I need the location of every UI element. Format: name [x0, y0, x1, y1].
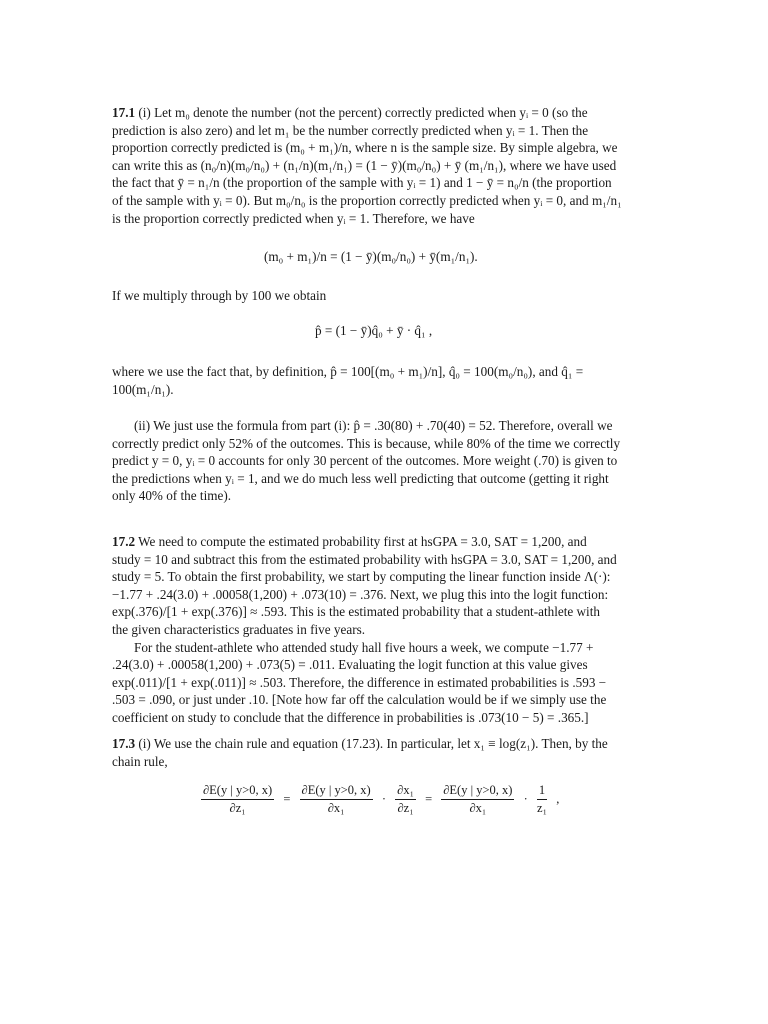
- text-line: correctly predict only 52% of the outcomes. This is because, while 80% of the time we correctly: [112, 435, 621, 451]
- text-line: (ii) We just use the formula from part (i): p̂ = .30(80) + .70(40) = 52. Therefore, overall we: [134, 418, 613, 433]
- problem-17-2: [112, 533, 657, 727]
- text-line: 17.2 We need to compute the estimated probability first at hsGPA = 3.0, SAT = 1,200, and: [112, 534, 587, 549]
- fraction-lhs: $\frac{\partial E(y | y>0, x)}{\text{∂z₁}}$: [203, 783, 273, 815]
- text-line: 100(m₁/n₁).: [112, 381, 174, 397]
- text-line: the predictions when yᵢ = 1, and we do much less well predicting that outcome (getting it right: [112, 470, 609, 486]
- text-line: predict y = 0, yᵢ = 0 accounts for only 30 percent of the outcomes. More weight (.70) is given to: [112, 453, 618, 469]
- text-line: exp(.011)/[1 + exp(.011)] ≈ .503. Therefore, the difference in estimated probabilities is .593 −: [112, 674, 607, 690]
- definition-text: [112, 363, 657, 398]
- chain-rule-equation: $\frac{\partial E(y | y>0, x)}{\text{∂z₁}}$ = $\frac{\partial E(y | y>0, x)}{\text{∂x₁}}$ · $\frac{\text{∂x₁}}{\text{∂z₁}}$ = $\frac{\partial E(y | y>0, x)}{\text{∂x₁}}$ · $\frac{1}{\text{z₁}}$ ,: [203, 783, 560, 815]
- fraction-mid: $\frac{\partial E(y | y>0, x)}{\text{∂x₁}}$: [301, 783, 371, 815]
- text-line: study = 5. To obtain the first probability, we start by computing the linear function inside Λ(·):: [112, 569, 611, 585]
- text-line: −1.77 + .24(3.0) + .00058(1,200) + .073(10) = .376. Next, we plug this into the logit function:: [112, 586, 609, 602]
- text-line: 17.1 (i) Let m₀ denote the number (not the percent) correctly predicted when yᵢ = 0 (so the: [112, 105, 588, 120]
- text-line: the given characteristics graduates in five years.: [112, 621, 366, 637]
- problem-17-1-part-ii: [112, 417, 657, 505]
- text-line: can write this as (n₀/n)(m₀/n₀) + (n₁/n)(m₁/n₁) = (1 − ȳ)(m₀/n₀) + ȳ (m₁/n₁), where we have used: [112, 157, 617, 173]
- text-line: chain rule,: [112, 753, 168, 769]
- text-line: .24(3.0) + .00058(1,200) + .073(5) = .011. Evaluating the logit function at this value gives: [112, 657, 588, 673]
- equation-proportion: (m₀ + m₁)/n = (1 − ȳ)(m₀/n₀) + ȳ(m₁/n₁).: [264, 249, 478, 264]
- text-line: is the proportion correctly predicted when yᵢ = 1. Therefore, we have: [112, 210, 475, 226]
- equation-p-hat: p̂ = (1 − ȳ)q̂₀ + ȳ · q̂₁ ,: [315, 323, 433, 338]
- text-line: coefficient on study to conclude that the difference in probabilities is .073(10 − 5) = .365.]: [112, 709, 589, 725]
- problem-number: 17.3: [112, 736, 136, 751]
- fraction-rhs: $\frac{\partial E(y | y>0, x)}{\text{∂x₁}}$: [443, 783, 513, 815]
- text-line: .503 = .090, or just under .10. [Note how far off the calculation would be if we simply use the: [112, 692, 607, 708]
- text-line: For the student-athlete who attended study hall five hours a week, we compute −1.77 +: [134, 639, 594, 655]
- text-line: proportion correctly predicted is (m₀ + m₁)/n, where n is the sample size. By simple algebra, we: [112, 140, 618, 156]
- text-line: prediction is also zero) and let m₁ be the number correctly predicted when yᵢ = 1. Then the: [112, 122, 589, 138]
- text-line: 17.3 (i) We use the chain rule and equation (17.23). In particular, let x₁ ≡ log(z₁). Then, by the: [112, 736, 608, 751]
- text-line: study = 10 and subtract this from the estimated probability with hsGPA = 3.0, SAT = 1,200, and: [112, 551, 617, 567]
- text-line: only 40% of the time).: [112, 488, 232, 504]
- text-line: the fact that ȳ = n₁/n (the proportion of the sample with yᵢ = 1) and 1 − ȳ = n₀/n (the proportion: [112, 175, 612, 191]
- text-line: of the sample with yᵢ = 0). But m₀/n₀ is the proportion correctly predicted when yᵢ = 0, and m₁/n₁: [112, 192, 622, 208]
- fraction-chain: $\frac{\text{∂x₁}}{\text{∂z₁}}$: [397, 783, 414, 815]
- problem-17-1-part-i: [112, 104, 657, 227]
- text-line: where we use the fact that, by definition, p̂ = 100[(m₀ + m₁)/n], q̂₀ = 100(m₀/n₀), and q̂₁ =: [112, 364, 584, 379]
- fraction-one-over-z: $\frac{1}{\text{z₁}}$: [537, 783, 547, 815]
- problem-number: 17.1: [112, 105, 136, 120]
- multiply-line: If we multiply through by 100 we obtain: [112, 288, 327, 303]
- problem-17-3: [112, 735, 657, 770]
- problem-number: 17.2: [112, 534, 136, 549]
- text-line: exp(.376)/[1 + exp(.376)] ≈ .593. This is the estimated probability that a student-athlete with: [112, 604, 600, 620]
